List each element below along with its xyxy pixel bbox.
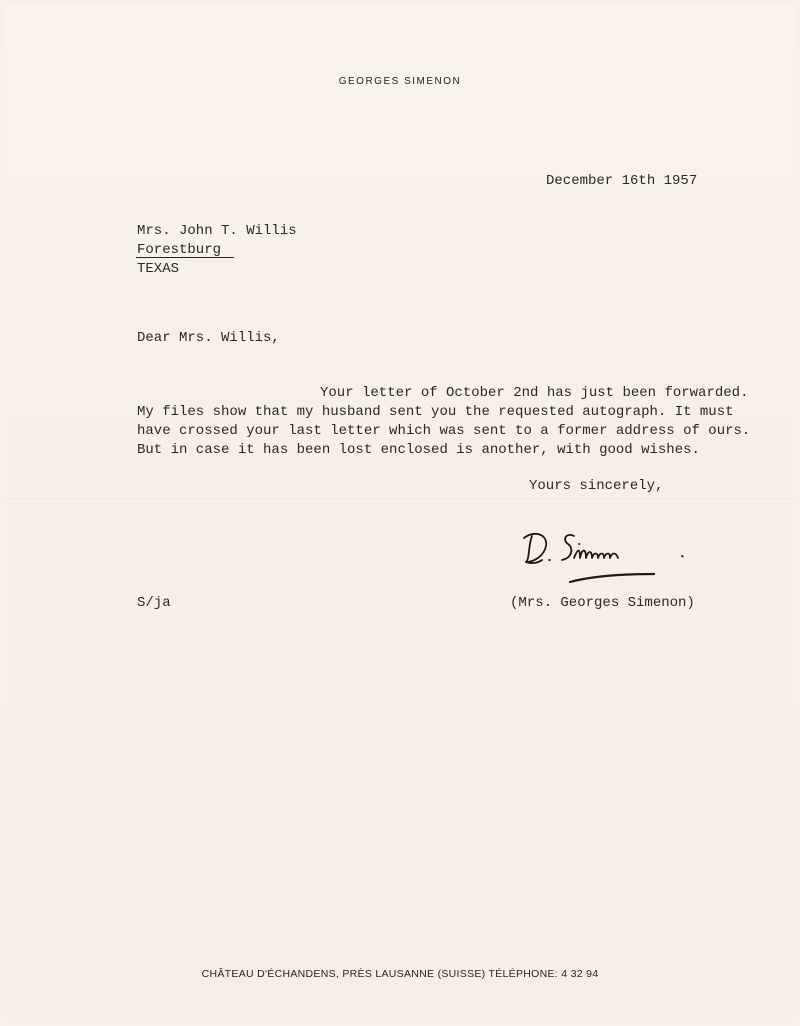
letterhead: GEORGES SIMENON [338,76,462,87]
reference-initials: S/ja [137,595,171,611]
letterhead-footer-address: CHÂTEAU D'ÉCHANDENS, PRÈS LAUSANNE (SUISSE) TÉLÉPHONE: 4 32 94 [201,968,599,980]
closing: Yours sincerely, [529,478,664,494]
recipient-name: Mrs. John T. Willis [137,223,297,239]
recipient-state: TEXAS [137,261,180,277]
salutation: Dear Mrs. Willis, [137,330,280,346]
recipient-town: Forestburg [137,242,222,258]
handwritten-signature [522,524,692,590]
signer-name: (Mrs. Georges Simenon) [510,595,695,611]
paper-fold-line [6,498,794,499]
letter-date: December 16th 1957 [546,173,698,189]
body-line-1: Your letter of October 2nd has just been forwarded. [320,385,749,401]
body-line-4: But in case it has been lost enclosed is another, with good wishes. [137,442,700,458]
body-line-2: My files show that my husband sent you the requested autograph. It must [137,404,734,420]
letter-page [6,6,794,1020]
recipient-town-underline [136,257,234,258]
body-line-3: have crossed your last letter which was sent to a former address of ours. [137,423,751,439]
